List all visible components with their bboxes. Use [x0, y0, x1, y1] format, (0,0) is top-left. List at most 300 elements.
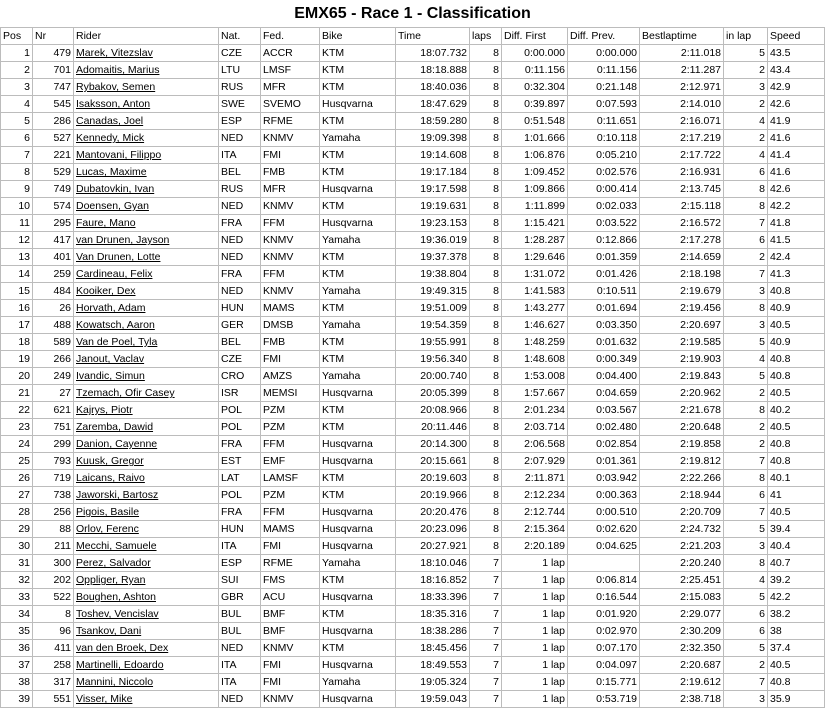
cell-bike: KTM: [320, 79, 396, 96]
rider-link[interactable]: Kowatsch, Aaron: [76, 319, 155, 331]
cell-rider: [74, 674, 219, 691]
cell-speed: 40.5: [768, 504, 825, 521]
cell-fed: FMI: [261, 538, 320, 555]
cell-time: 19:54.359: [396, 317, 470, 334]
cell-laps: 8: [470, 198, 502, 215]
cell-laps: 8: [470, 283, 502, 300]
cell-diff-first: 2:20.189: [502, 538, 568, 555]
cell-bike: Husqvarna: [320, 657, 396, 674]
col-nr: Nr: [33, 28, 74, 45]
cell-in-lap: 4: [724, 572, 768, 589]
rider-link[interactable]: Oppliger, Ryan: [76, 574, 146, 586]
cell-in-lap: 8: [724, 555, 768, 572]
cell-diff-first: 1:46.627: [502, 317, 568, 334]
cell-rider: [74, 419, 219, 436]
cell-bestlaptime: 2:19.858: [640, 436, 724, 453]
cell-speed: 41.9: [768, 113, 825, 130]
cell-fed: FMB: [261, 334, 320, 351]
cell-nr: 299: [33, 436, 74, 453]
cell-speed: 38.2: [768, 606, 825, 623]
cell-fed: LAMSF: [261, 470, 320, 487]
cell-nr: 719: [33, 470, 74, 487]
cell-rider: [74, 181, 219, 198]
cell-bike: KTM: [320, 164, 396, 181]
cell-in-lap: 4: [724, 351, 768, 368]
rider-link[interactable]: Kuusk, Gregor: [76, 455, 144, 467]
cell-bestlaptime: 2:18.944: [640, 487, 724, 504]
cell-speed: 40.4: [768, 538, 825, 555]
cell-diff-prev: 0:16.544: [568, 589, 640, 606]
cell-fed: PZM: [261, 487, 320, 504]
cell-speed: 41.6: [768, 164, 825, 181]
cell-in-lap: 5: [724, 589, 768, 606]
cell-diff-prev: 0:01.426: [568, 266, 640, 283]
cell-nat: NED: [219, 249, 261, 266]
table-row: [1, 538, 825, 555]
cell-fed: MFR: [261, 79, 320, 96]
cell-laps: 8: [470, 436, 502, 453]
rider-link[interactable]: van Drunen, Jayson: [76, 234, 170, 246]
rider-link[interactable]: Van Drunen, Lotte: [76, 251, 161, 263]
rider-link[interactable]: Pigois, Basile: [76, 506, 140, 518]
table-row: [1, 691, 825, 708]
cell-rider: [74, 368, 219, 385]
cell-in-lap: 2: [724, 249, 768, 266]
cell-bestlaptime: 2:17.278: [640, 232, 724, 249]
table-row: [1, 521, 825, 538]
rider-link[interactable]: Van de Poel, Tyla: [76, 336, 158, 348]
table-row: [1, 453, 825, 470]
cell-pos: 33: [1, 589, 33, 606]
cell-rider: [74, 351, 219, 368]
cell-bike: KTM: [320, 419, 396, 436]
cell-diff-prev: 0:01.359: [568, 249, 640, 266]
rider-link[interactable]: Zaremba, Dawid: [76, 421, 154, 433]
cell-speed: 41: [768, 487, 825, 504]
cell-time: 18:59.280: [396, 113, 470, 130]
cell-diff-first: 1:41.583: [502, 283, 568, 300]
cell-bike: Husqvarna: [320, 453, 396, 470]
cell-diff-prev: 0:21.148: [568, 79, 640, 96]
cell-diff-prev: 0:53.719: [568, 691, 640, 708]
rider-link[interactable]: Danion, Cayenne: [76, 438, 158, 450]
cell-laps: 8: [470, 215, 502, 232]
cell-in-lap: 3: [724, 691, 768, 708]
cell-nat: FRA: [219, 504, 261, 521]
cell-nat: ITA: [219, 657, 261, 674]
cell-rider: [74, 45, 219, 62]
cell-in-lap: 2: [724, 657, 768, 674]
cell-pos: 37: [1, 657, 33, 674]
cell-fed: FFM: [261, 266, 320, 283]
table-row: [1, 79, 825, 96]
cell-fed: AMZS: [261, 368, 320, 385]
cell-pos: 38: [1, 674, 33, 691]
cell-laps: 8: [470, 232, 502, 249]
cell-bike: KTM: [320, 572, 396, 589]
cell-laps: 7: [470, 674, 502, 691]
cell-diff-first: 1:09.866: [502, 181, 568, 198]
cell-nr: 479: [33, 45, 74, 62]
cell-laps: 8: [470, 334, 502, 351]
table-row: [1, 300, 825, 317]
cell-laps: 8: [470, 266, 502, 283]
cell-fed: KNMV: [261, 640, 320, 657]
cell-diff-prev: 0:04.097: [568, 657, 640, 674]
cell-fed: FFM: [261, 504, 320, 521]
cell-in-lap: 5: [724, 368, 768, 385]
cell-in-lap: 5: [724, 640, 768, 657]
cell-nr: 751: [33, 419, 74, 436]
rider-link[interactable]: Mantovani, Filippo: [76, 149, 162, 161]
rider-link[interactable]: Martinelli, Edoardo: [76, 659, 164, 671]
rider-link[interactable]: Faure, Mano: [76, 217, 136, 229]
cell-time: 19:14.608: [396, 147, 470, 164]
cell-speed: 41.6: [768, 130, 825, 147]
cell-fed: EMF: [261, 453, 320, 470]
col-diff-first: Diff. First: [502, 28, 568, 45]
cell-pos: 16: [1, 300, 33, 317]
cell-fed: KNMV: [261, 130, 320, 147]
cell-in-lap: 8: [724, 402, 768, 419]
cell-time: 19:38.804: [396, 266, 470, 283]
rider-link[interactable]: Kajrys, Piotr: [76, 404, 133, 416]
table-row: [1, 385, 825, 402]
cell-nr: 211: [33, 538, 74, 555]
cell-nat: POL: [219, 419, 261, 436]
col-rider: Rider: [74, 28, 219, 45]
rider-link[interactable]: Jaworski, Bartosz: [76, 489, 159, 501]
cell-laps: 8: [470, 351, 502, 368]
cell-diff-prev: 0:02.854: [568, 436, 640, 453]
rider-link[interactable]: Boughen, Ashton: [76, 591, 156, 603]
rider-link[interactable]: Janout, Vaclav: [76, 353, 145, 365]
cell-rider: [74, 436, 219, 453]
cell-nr: 551: [33, 691, 74, 708]
cell-diff-first: 1:48.259: [502, 334, 568, 351]
rider-link[interactable]: Visser, Mike: [76, 693, 133, 705]
cell-time: 19:59.043: [396, 691, 470, 708]
cell-diff-first: 1 lap: [502, 657, 568, 674]
cell-rider: [74, 572, 219, 589]
cell-bike: Yamaha: [320, 283, 396, 300]
cell-laps: 7: [470, 589, 502, 606]
cell-time: 20:14.300: [396, 436, 470, 453]
cell-nr: 749: [33, 181, 74, 198]
cell-pos: 15: [1, 283, 33, 300]
cell-bike: KTM: [320, 113, 396, 130]
cell-speed: 35.9: [768, 691, 825, 708]
cell-diff-prev: 0:04.400: [568, 368, 640, 385]
table-row: [1, 572, 825, 589]
rider-link[interactable]: Doensen, Gyan: [76, 200, 149, 212]
cell-nat: ITA: [219, 674, 261, 691]
cell-diff-first: 1:48.608: [502, 351, 568, 368]
cell-fed: MAMS: [261, 300, 320, 317]
cell-nat: NED: [219, 130, 261, 147]
cell-diff-prev: 0:01.632: [568, 334, 640, 351]
cell-diff-prev: 0:03.567: [568, 402, 640, 419]
cell-time: 19:09.398: [396, 130, 470, 147]
cell-bike: KTM: [320, 62, 396, 79]
cell-pos: 9: [1, 181, 33, 198]
cell-nat: BEL: [219, 334, 261, 351]
cell-time: 18:40.036: [396, 79, 470, 96]
cell-bike: KTM: [320, 147, 396, 164]
cell-bestlaptime: 2:16.572: [640, 215, 724, 232]
cell-diff-prev: 0:02.620: [568, 521, 640, 538]
cell-laps: 7: [470, 572, 502, 589]
cell-nr: 621: [33, 402, 74, 419]
rider-link[interactable]: Dubatovkin, Ivan: [76, 183, 155, 195]
rider-link[interactable]: Tsankov, Dani: [76, 625, 142, 637]
cell-nr: 574: [33, 198, 74, 215]
cell-diff-first: 0:32.304: [502, 79, 568, 96]
cell-rider: [74, 589, 219, 606]
cell-nr: 401: [33, 249, 74, 266]
cell-diff-first: 1:15.421: [502, 215, 568, 232]
cell-nr: 96: [33, 623, 74, 640]
cell-bike: KTM: [320, 351, 396, 368]
rider-link[interactable]: Mannini, Niccolo: [76, 676, 154, 688]
cell-laps: 8: [470, 130, 502, 147]
cell-bestlaptime: 2:19.456: [640, 300, 724, 317]
cell-rider: [74, 623, 219, 640]
cell-diff-first: 2:15.364: [502, 521, 568, 538]
table-row: [1, 470, 825, 487]
cell-nr: 27: [33, 385, 74, 402]
cell-pos: 11: [1, 215, 33, 232]
cell-pos: 17: [1, 317, 33, 334]
cell-nr: 529: [33, 164, 74, 181]
cell-fed: DMSB: [261, 317, 320, 334]
cell-nat: GER: [219, 317, 261, 334]
cell-fed: KNMV: [261, 249, 320, 266]
cell-nr: 256: [33, 504, 74, 521]
cell-speed: 43.4: [768, 62, 825, 79]
cell-in-lap: 2: [724, 130, 768, 147]
table-row: [1, 351, 825, 368]
cell-bike: Yamaha: [320, 674, 396, 691]
rider-link[interactable]: Orlov, Ferenc: [76, 523, 139, 535]
cell-diff-prev: 0:00.000: [568, 45, 640, 62]
cell-nr: 589: [33, 334, 74, 351]
table-row: [1, 555, 825, 572]
cell-diff-prev: 0:15.771: [568, 674, 640, 691]
cell-nat: ISR: [219, 385, 261, 402]
cell-speed: 42.4: [768, 249, 825, 266]
cell-diff-first: 1:29.646: [502, 249, 568, 266]
rider-link[interactable]: Horvath, Adam: [76, 302, 146, 314]
cell-rider: [74, 147, 219, 164]
cell-bike: KTM: [320, 249, 396, 266]
cell-diff-first: 1 lap: [502, 691, 568, 708]
cell-rider: [74, 521, 219, 538]
rider-link[interactable]: Kooiker, Dex: [76, 285, 136, 297]
cell-rider: [74, 538, 219, 555]
cell-speed: 39.2: [768, 572, 825, 589]
rider-link[interactable]: Laicans, Raivo: [76, 472, 145, 484]
cell-fed: FFM: [261, 436, 320, 453]
rider-link[interactable]: Kennedy, Mick: [76, 132, 145, 144]
cell-pos: 32: [1, 572, 33, 589]
rider-link[interactable]: Perez, Salvador: [76, 557, 151, 569]
rider-link[interactable]: Cardineau, Felix: [76, 268, 153, 280]
cell-nr: 286: [33, 113, 74, 130]
cell-nat: HUN: [219, 300, 261, 317]
cell-time: 20:23.096: [396, 521, 470, 538]
cell-diff-first: 2:03.714: [502, 419, 568, 436]
cell-speed: 37.4: [768, 640, 825, 657]
rider-link[interactable]: Tzemach, Ofir Casey: [76, 387, 175, 399]
cell-diff-first: 1 lap: [502, 640, 568, 657]
rider-link[interactable]: Toshev, Vencislav: [76, 608, 159, 620]
cell-in-lap: 5: [724, 334, 768, 351]
cell-bestlaptime: 2:19.679: [640, 283, 724, 300]
rider-link[interactable]: Marek, Vitezslav: [76, 47, 153, 59]
cell-pos: 5: [1, 113, 33, 130]
cell-bike: KTM: [320, 470, 396, 487]
cell-nr: 202: [33, 572, 74, 589]
cell-rider: [74, 96, 219, 113]
cell-rider: [74, 113, 219, 130]
cell-fed: BMF: [261, 623, 320, 640]
table-row: [1, 606, 825, 623]
col-in-lap: in lap: [724, 28, 768, 45]
cell-pos: 29: [1, 521, 33, 538]
cell-bestlaptime: 2:12.971: [640, 79, 724, 96]
cell-pos: 34: [1, 606, 33, 623]
cell-speed: 40.5: [768, 657, 825, 674]
cell-rider: [74, 385, 219, 402]
cell-pos: 39: [1, 691, 33, 708]
table-row: [1, 96, 825, 113]
cell-pos: 10: [1, 198, 33, 215]
cell-nr: 317: [33, 674, 74, 691]
cell-laps: 7: [470, 606, 502, 623]
cell-rider: [74, 555, 219, 572]
cell-pos: 25: [1, 453, 33, 470]
cell-bestlaptime: 2:20.962: [640, 385, 724, 402]
cell-diff-first: 1 lap: [502, 674, 568, 691]
cell-speed: 40.8: [768, 368, 825, 385]
cell-diff-first: 2:07.929: [502, 453, 568, 470]
cell-rider: [74, 215, 219, 232]
cell-bike: KTM: [320, 606, 396, 623]
cell-diff-prev: 0:11.156: [568, 62, 640, 79]
cell-fed: ACU: [261, 589, 320, 606]
cell-bestlaptime: 2:24.732: [640, 521, 724, 538]
cell-nr: 26: [33, 300, 74, 317]
cell-time: 19:17.184: [396, 164, 470, 181]
cell-time: 19:51.009: [396, 300, 470, 317]
cell-laps: 7: [470, 555, 502, 572]
cell-diff-first: 0:11.156: [502, 62, 568, 79]
cell-diff-prev: 0:02.576: [568, 164, 640, 181]
rider-link[interactable]: Ivandic, Simun: [76, 370, 145, 382]
cell-rider: [74, 232, 219, 249]
cell-fed: SVEMO: [261, 96, 320, 113]
cell-nat: SWE: [219, 96, 261, 113]
cell-speed: 40.1: [768, 470, 825, 487]
cell-fed: PZM: [261, 402, 320, 419]
col-pos: Pos: [1, 28, 33, 45]
cell-speed: 40.7: [768, 555, 825, 572]
rider-link[interactable]: Canadas, Joel: [76, 115, 144, 127]
cell-nat: ESP: [219, 113, 261, 130]
cell-nr: 88: [33, 521, 74, 538]
cell-time: 19:37.378: [396, 249, 470, 266]
cell-diff-prev: 0:11.651: [568, 113, 640, 130]
cell-bestlaptime: 2:20.687: [640, 657, 724, 674]
cell-time: 18:38.286: [396, 623, 470, 640]
cell-speed: 41.5: [768, 232, 825, 249]
cell-speed: 40.8: [768, 453, 825, 470]
cell-pos: 3: [1, 79, 33, 96]
cell-nat: NED: [219, 691, 261, 708]
cell-bike: KTM: [320, 266, 396, 283]
cell-rider: [74, 164, 219, 181]
cell-bestlaptime: 2:16.931: [640, 164, 724, 181]
cell-rider: [74, 334, 219, 351]
cell-fed: RFME: [261, 555, 320, 572]
cell-diff-prev: [568, 555, 640, 572]
rider-link[interactable]: Rybakov, Semen: [76, 81, 156, 93]
cell-nr: 545: [33, 96, 74, 113]
cell-time: 20:05.399: [396, 385, 470, 402]
cell-in-lap: 6: [724, 623, 768, 640]
rider-link[interactable]: Lucas, Maxime: [76, 166, 147, 178]
cell-diff-first: 0:51.548: [502, 113, 568, 130]
cell-bestlaptime: 2:15.083: [640, 589, 724, 606]
cell-in-lap: 3: [724, 79, 768, 96]
cell-nat: BEL: [219, 164, 261, 181]
rider-link[interactable]: van den Broek, Dex: [76, 642, 169, 654]
table-row: [1, 640, 825, 657]
cell-nr: 747: [33, 79, 74, 96]
cell-diff-first: 2:11.871: [502, 470, 568, 487]
rider-link[interactable]: Isaksson, Anton: [76, 98, 151, 110]
cell-diff-prev: 0:03.942: [568, 470, 640, 487]
cell-speed: 38: [768, 623, 825, 640]
cell-pos: 28: [1, 504, 33, 521]
cell-diff-first: 2:06.568: [502, 436, 568, 453]
rider-link[interactable]: Mecchi, Samuele: [76, 540, 157, 552]
cell-nat: RUS: [219, 181, 261, 198]
table-row: [1, 674, 825, 691]
rider-link[interactable]: Adomaitis, Marius: [76, 64, 160, 76]
cell-diff-prev: 0:12.866: [568, 232, 640, 249]
cell-pos: 19: [1, 351, 33, 368]
cell-laps: 7: [470, 640, 502, 657]
cell-nat: RUS: [219, 79, 261, 96]
cell-time: 18:33.396: [396, 589, 470, 606]
cell-rider: [74, 487, 219, 504]
cell-in-lap: 6: [724, 487, 768, 504]
table-body: [1, 45, 825, 708]
cell-rider: [74, 453, 219, 470]
cell-nat: FRA: [219, 266, 261, 283]
cell-laps: 8: [470, 113, 502, 130]
cell-pos: 1: [1, 45, 33, 62]
cell-bike: Husqvarna: [320, 96, 396, 113]
cell-diff-prev: 0:07.170: [568, 640, 640, 657]
cell-nr: 738: [33, 487, 74, 504]
cell-diff-first: 0:39.897: [502, 96, 568, 113]
cell-laps: 8: [470, 249, 502, 266]
cell-fed: KNMV: [261, 232, 320, 249]
col-bike: Bike: [320, 28, 396, 45]
